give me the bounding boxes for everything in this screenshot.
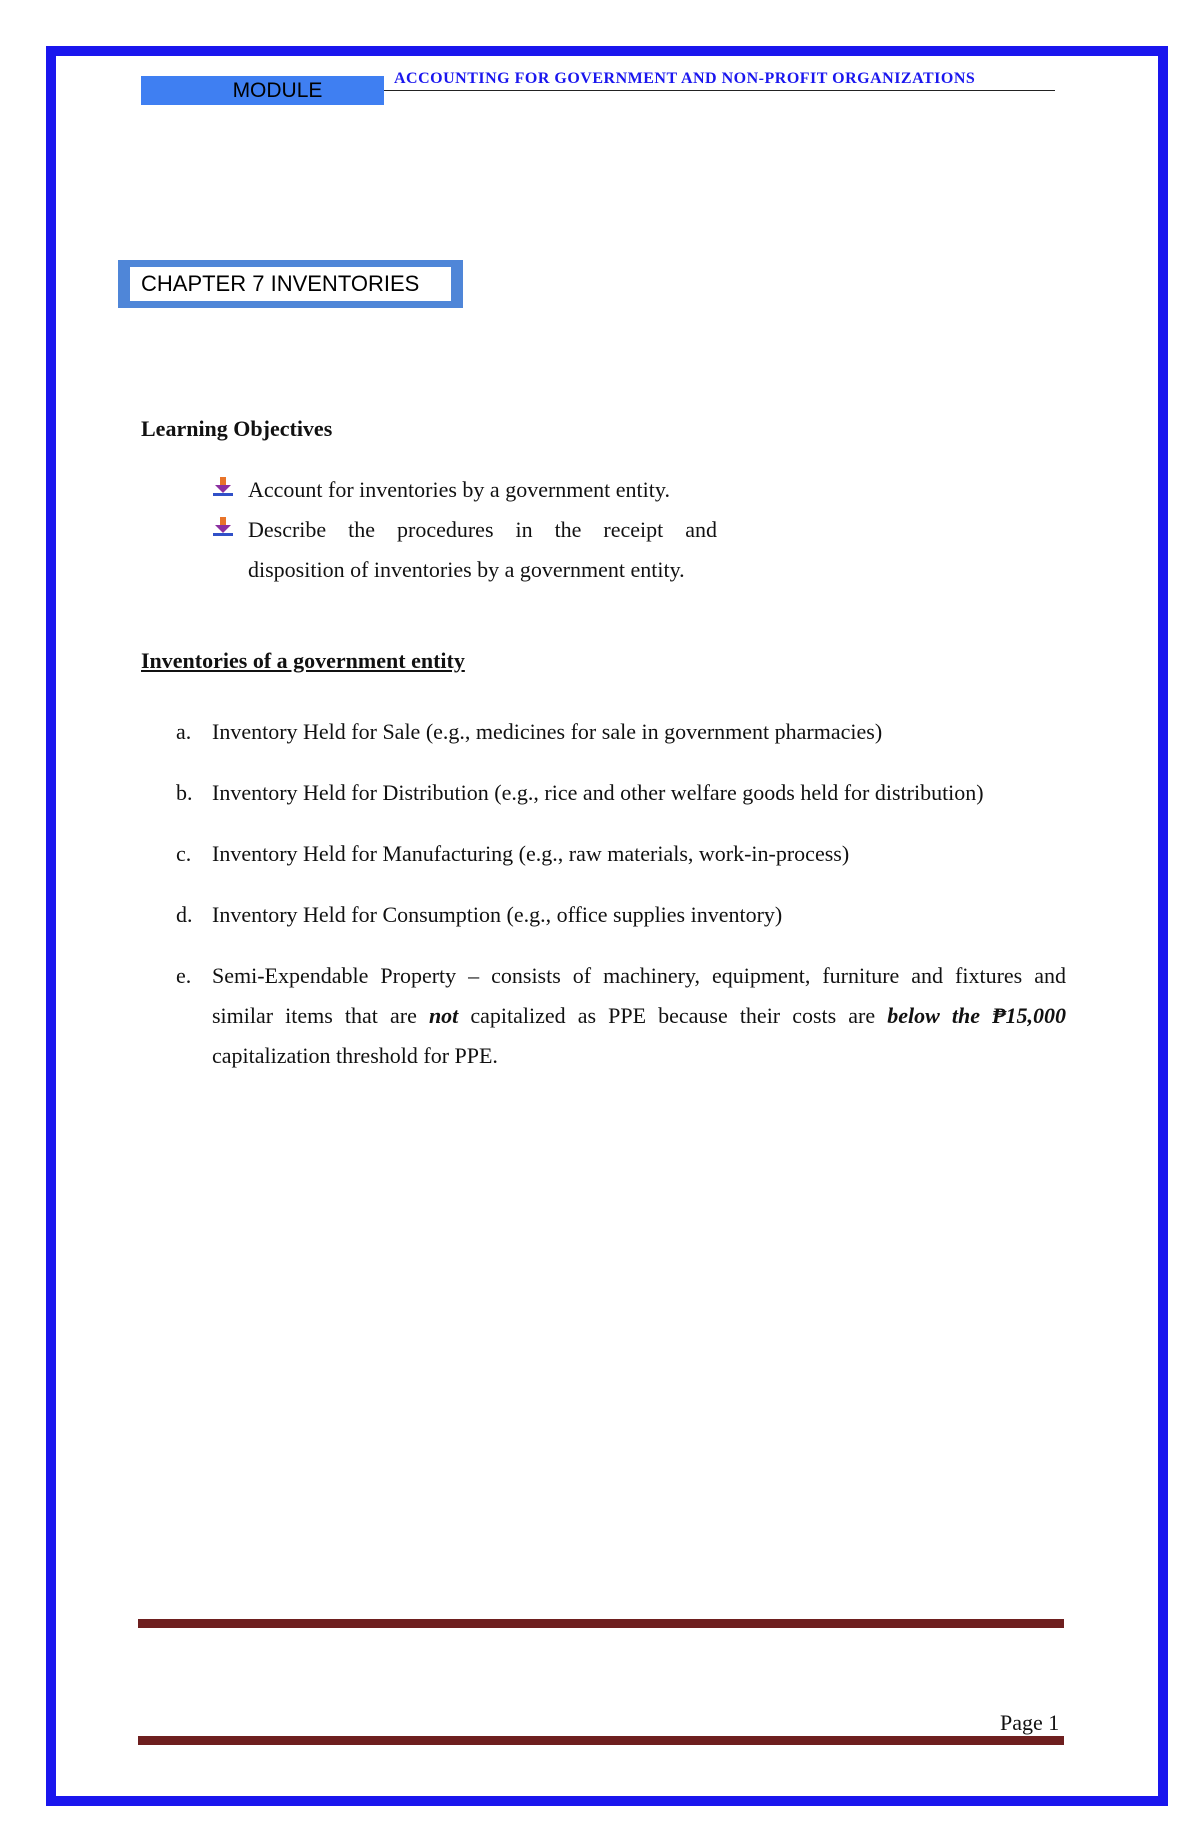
list-marker: b. [176, 780, 193, 805]
footer-rule-top [138, 1619, 1064, 1628]
arrow-bullet-icon [212, 476, 234, 498]
page-number: Page 1 [1000, 1710, 1060, 1735]
list-item [176, 895, 1066, 935]
list-marker: e. [176, 963, 192, 988]
learning-objectives-heading: Learning Objectives [141, 416, 333, 441]
list-item-text: Inventory Held for Consumption (e.g., office supplies inventory) [212, 902, 783, 927]
header-rule [384, 90, 1055, 91]
chapter-title-box [118, 260, 463, 308]
learning-objectives-list [212, 470, 717, 590]
list-item-text: Inventory Held for Distribution (e.g., rice and other welfare goods held for distribution) [212, 780, 984, 805]
emphasis-not: not [428, 1003, 459, 1028]
list-marker: d. [176, 902, 193, 927]
list-item [176, 956, 1066, 1076]
arrow-bullet-icon [212, 516, 234, 538]
list-item-text: capitalization threshold for PPE. [212, 1043, 498, 1068]
list-item-text: Inventory Held for Sale (e.g., medicines for sale in government pharmacies) [212, 719, 883, 744]
list-item [176, 834, 1066, 874]
list-item [212, 470, 717, 510]
list-item-text: Inventory Held for Manufacturing (e.g., raw materials, work-in-process) [212, 841, 850, 866]
list-marker: a. [176, 719, 192, 744]
emphasis-threshold: below the ₱15,000 [887, 1003, 1066, 1028]
list-item [176, 712, 1066, 752]
list-item-text: Semi-Expendable Property – consists of machinery, equipment, furniture and fixtures and similar items that are [212, 963, 1066, 1028]
objective-text: Describe the procedures in the receipt and disposition of inventories by a government entity. [248, 517, 717, 582]
list-item [176, 773, 1066, 813]
course-title: ACCOUNTING FOR GOVERNMENT AND NON-PROFIT ORGANIZATIONS [394, 70, 976, 87]
objective-text: Account for inventories by a government entity. [248, 477, 670, 502]
list-marker: c. [176, 841, 192, 866]
module-label: MODULE [141, 76, 384, 105]
list-item [212, 510, 717, 590]
footer-rule-bottom [138, 1736, 1064, 1745]
inventories-list [176, 712, 1066, 1097]
inventories-heading: Inventories of a government entity [141, 648, 465, 673]
chapter-title: CHAPTER 7 INVENTORIES [130, 267, 451, 301]
list-item-text: capitalized as PPE because their costs are [458, 1003, 888, 1028]
